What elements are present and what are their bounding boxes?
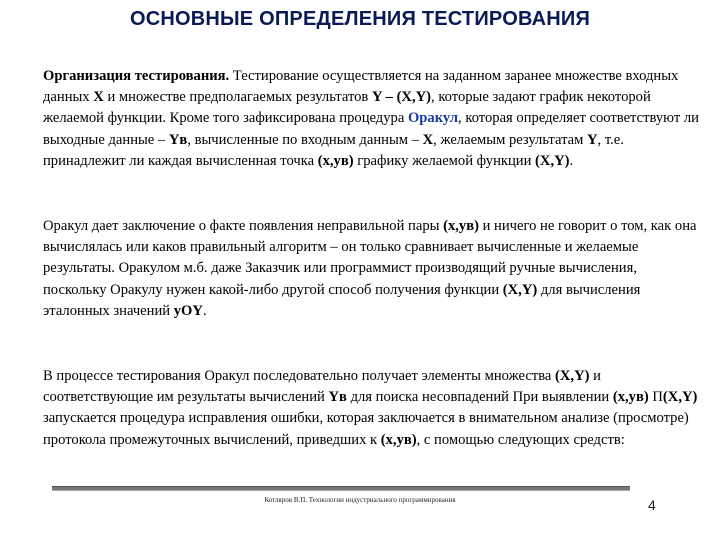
paragraph-oracle — [43, 216, 703, 322]
p1-run-0: Организация тестирования. — [43, 68, 230, 84]
p1-run-1: Тестирование осуществляется на заданном заранее множестве входных данных — [43, 68, 679, 106]
p1-run-15: графику желаемой функции — [353, 152, 536, 169]
paragraph-organization — [43, 66, 703, 172]
p1-run-9: , вычисленные по входным данным – — [187, 131, 423, 148]
p2-run-3: (X,Y) — [502, 281, 538, 298]
slide-title: ОСНОВНЫЕ ОПРЕДЕЛЕНИЯ ТЕСТИРОВАНИЯ — [129, 8, 591, 30]
page-number: 4 — [648, 497, 656, 513]
p3-run-7: (X,Y) — [662, 389, 698, 406]
p1-run-13: , т.е. принадлежит ли каждая вычисленная точка — [43, 131, 624, 169]
p1-run-11: , желаемым результатам — [433, 131, 587, 148]
p1-run-12: Y — [587, 131, 598, 148]
p2-run-5: yOY — [173, 302, 203, 319]
p1-run-2: X — [93, 89, 104, 106]
p1-run-17: . — [569, 152, 574, 169]
footer-author: Котляров В.П. Технологии индустриального программирования — [264, 496, 456, 504]
p1-run-7: , которая определяет соответствуют ли выходные данные – — [43, 110, 699, 148]
p1-run-16: (X,Y) — [535, 152, 570, 169]
p1-run-10: X — [422, 131, 434, 148]
p3-run-1: (X,Y) — [555, 368, 590, 384]
p2-run-2: и ничего не говорит о том, как она вычислялась или каков правильный алгоритм – он только сравнивает вычисленные и желаемые результаты. Оракулом м.б. даже Заказчик или программист производящий ручные вычисления, поскольку Оракулу нужен какой-либо другой способ получения функции — [43, 218, 697, 298]
paragraph-testing-process — [43, 366, 703, 451]
p2-run-6: . — [202, 302, 207, 319]
p1-run-5: , которые задают график некоторой желаемой функции. Кроме того зафиксирована процедура — [43, 89, 651, 127]
p3-run-8: запускается процедура исправления ошибки, которая заключается в внимательном анализе (просмотре) протокола промежуточных вычислений, приведших к — [43, 410, 689, 448]
p2-run-0: Оракул дает заключение о факте появления неправильной пары — [43, 218, 444, 234]
p3-run-0: В процессе тестирования Оракул последовательно получает элементы множества — [43, 368, 556, 384]
p3-run-2: и соответствующие им результаты вычислений — [43, 368, 601, 406]
p1-run-6: Оракул — [407, 110, 459, 127]
p3-run-10: , с помощью следующих средств: — [416, 431, 625, 448]
p1-run-8: Yв — [168, 131, 188, 148]
p2-run-1: (x,yв) — [443, 218, 479, 234]
p1-run-3: и множестве предполагаемых результатов — [103, 89, 372, 106]
p3-run-9: (x,yв) — [380, 431, 417, 448]
p3-run-3: Yв — [328, 389, 347, 406]
p1-run-14: (x,yв) — [317, 152, 354, 169]
p1-run-4: Y – (X,Y) — [371, 89, 432, 106]
p3-run-4: для поиска несовпадений При выявлении — [346, 389, 613, 406]
p3-run-5: (x,yв) — [612, 389, 649, 406]
p3-run-6: П — [648, 389, 663, 406]
footer-divider — [52, 486, 630, 491]
p2-run-4: для вычисления эталонных значений — [43, 281, 641, 319]
